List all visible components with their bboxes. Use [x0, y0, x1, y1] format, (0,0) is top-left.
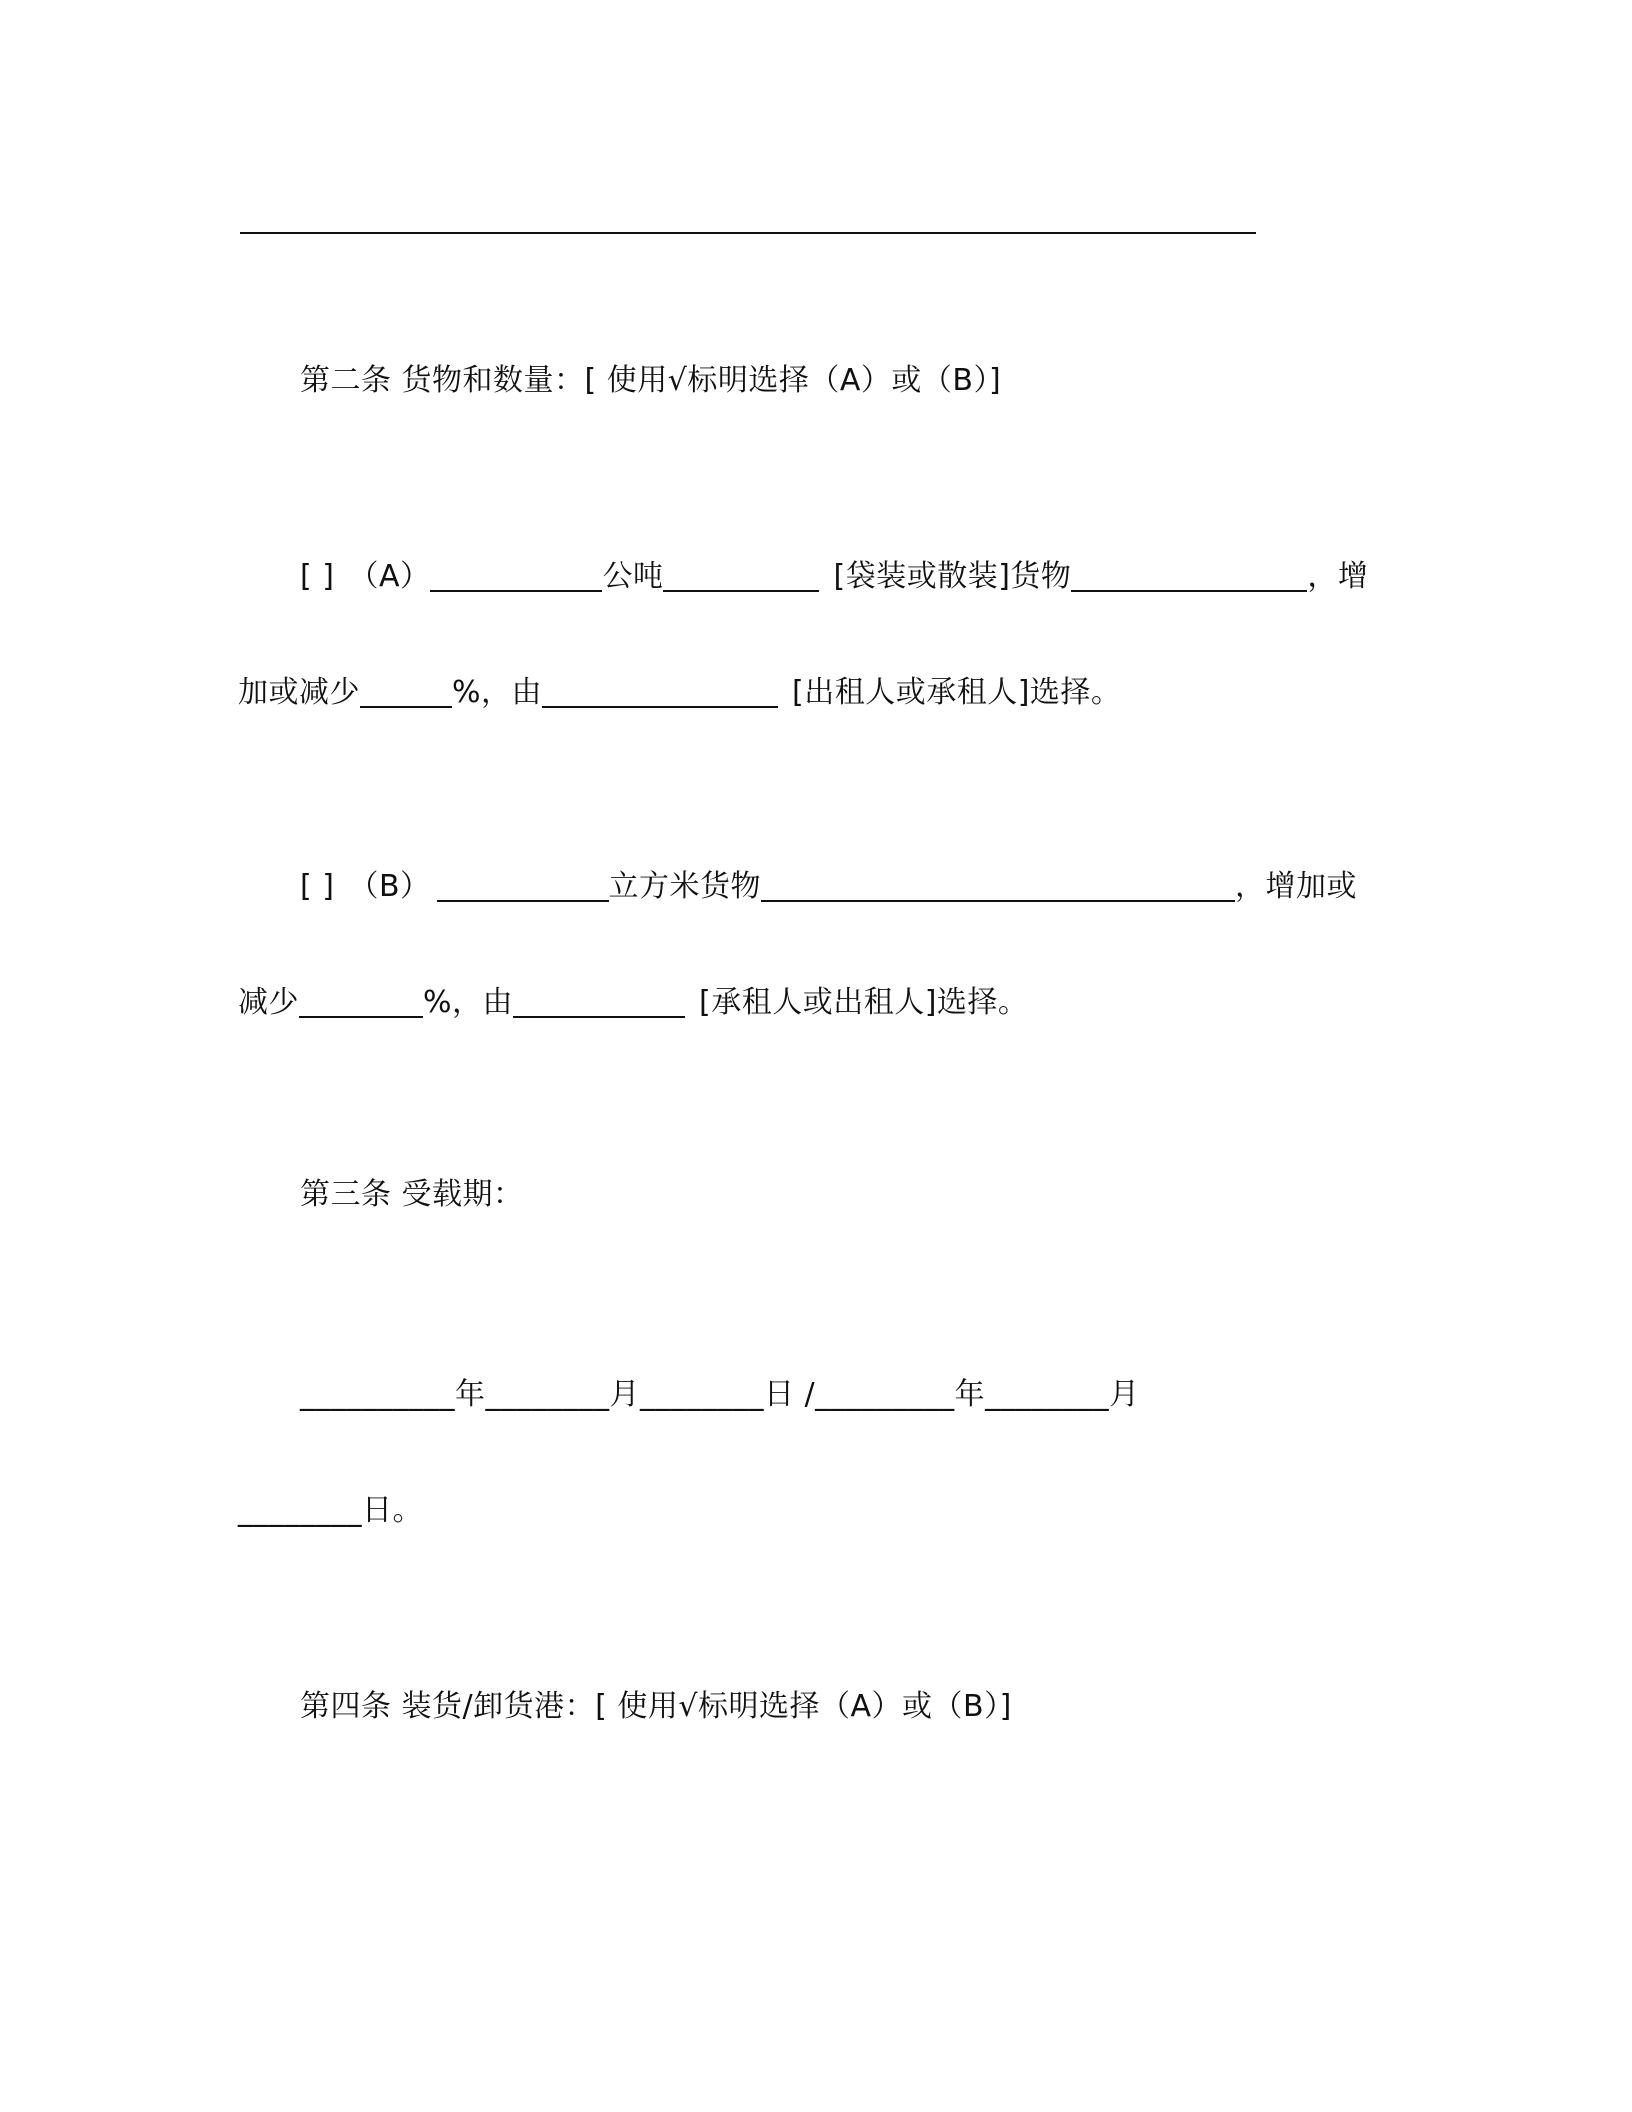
option-a-percent-blank[interactable]: [360, 676, 452, 708]
article2-option-b-line1: [300, 866, 1357, 908]
option-a-cargo-blank[interactable]: [663, 560, 819, 592]
option-b-comma-increase: ，增加或: [1235, 869, 1358, 904]
option-a-unit: 公吨: [602, 559, 664, 594]
article2-heading: 第二条 货物和数量：[ 使用√标明选择（A）或（B）]: [300, 363, 1002, 398]
option-a-checkbox[interactable]: [ ]: [300, 559, 335, 594]
option-a-label: （A）: [348, 559, 431, 594]
article4-heading: 第四条 装货/卸货港：[ 使用√标明选择（A）或（B）]: [300, 1689, 1012, 1724]
article3-dates-line1[interactable]: __________年________月________日 /_________年________月: [300, 1377, 1140, 1412]
option-a-comma-increase: ，增: [1307, 559, 1369, 594]
option-b-checkbox[interactable]: [ ]: [300, 869, 335, 904]
option-a-packing: [袋装或散装]货物: [833, 559, 1072, 594]
option-b-label: （B）: [348, 869, 431, 904]
option-b-unit: 立方米货物: [608, 869, 762, 904]
option-b-volume-blank[interactable]: [437, 870, 609, 902]
article3-dates-line2[interactable]: ________日。: [238, 1493, 423, 1528]
option-b-chooser-blank[interactable]: [513, 986, 685, 1018]
article2-option-a-line1: [300, 556, 1368, 598]
option-a-chooser-blank[interactable]: [542, 676, 778, 708]
article3-heading: 第三条 受载期：: [300, 1177, 524, 1212]
option-b-goods-blank[interactable]: [761, 870, 1235, 902]
option-a-tonnage-blank[interactable]: [430, 560, 602, 592]
article2-option-b-line2: 减少 %，由 [承租人或出租人]选择。: [238, 985, 1029, 1020]
option-a-goods-blank[interactable]: [1071, 560, 1307, 592]
top-rule-divider: [240, 232, 1256, 234]
article2-option-a-line2: 加或减少 %，由 [出租人或承租人]选择。: [238, 675, 1122, 710]
option-b-percent-blank[interactable]: [299, 986, 423, 1018]
